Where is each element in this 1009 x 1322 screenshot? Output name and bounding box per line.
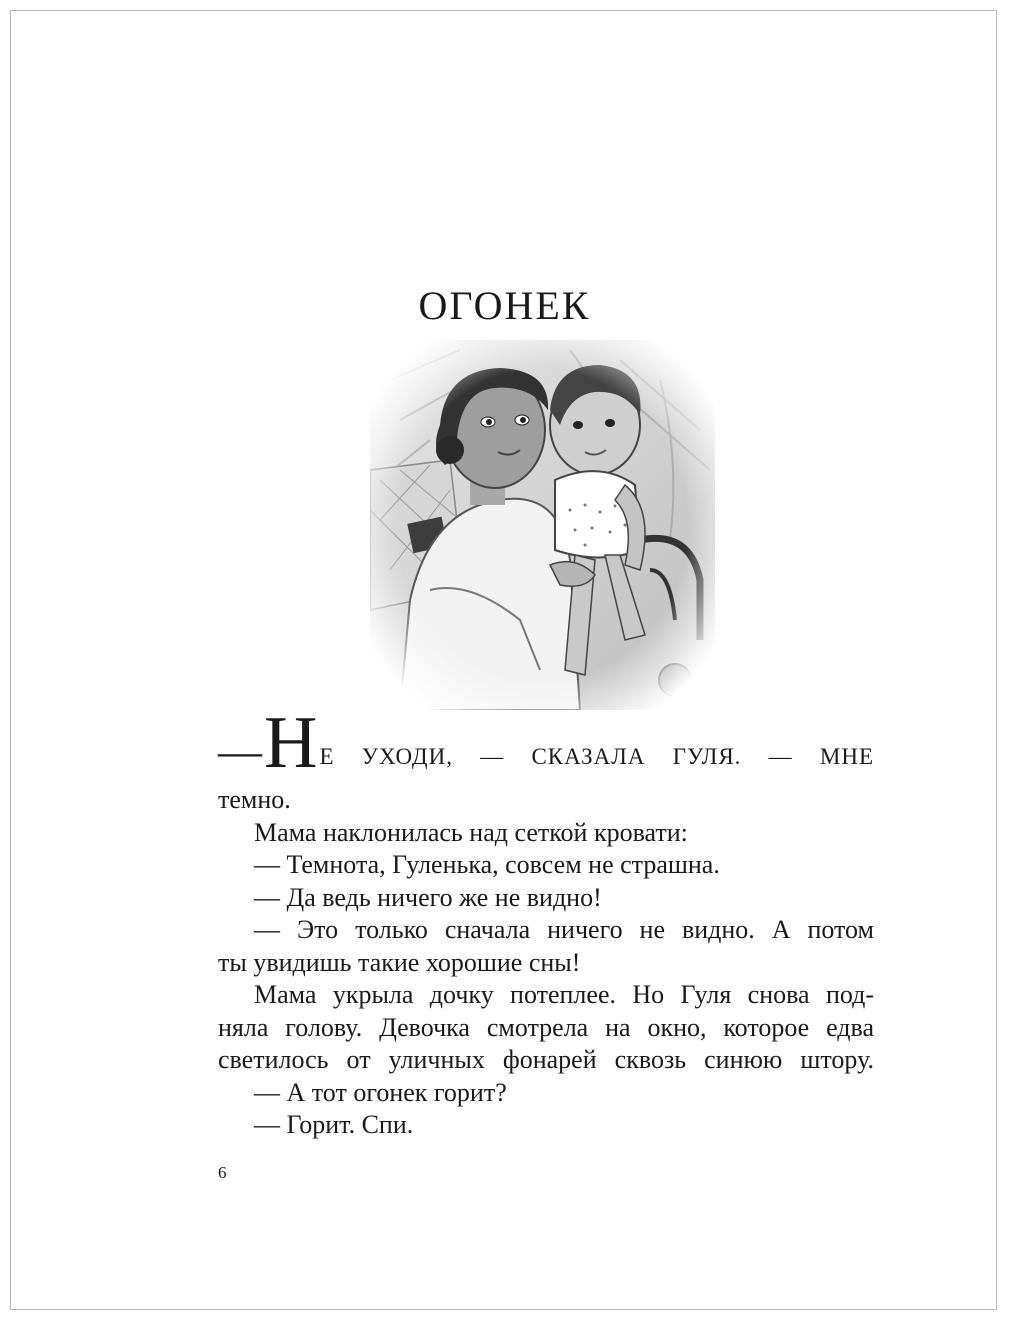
- text-line: — Да ведь ничего же не видно!: [254, 882, 602, 912]
- text-line: няла голову. Девочка смотрела на окно, которое едва: [218, 1012, 874, 1042]
- drop-cap: Н: [264, 702, 318, 784]
- paragraph-lines: [218, 784, 874, 1142]
- story-text: [218, 702, 874, 1142]
- text-line: ты увидишь такие хорошие сны!: [218, 947, 581, 977]
- opening-line: [218, 702, 874, 784]
- text-line: — А тот огонек горит?: [254, 1077, 507, 1107]
- page-number: 6: [218, 1163, 227, 1182]
- text-line: Мама укрыла дочку потеплее. Но Гуля снова под-: [254, 980, 874, 1009]
- text-line: — Темнота, Гуленька, совсем не страшна.: [254, 850, 720, 879]
- text-line: светилось от уличных фонарей сквозь синюю штору.: [218, 1045, 874, 1074]
- text-line: — Это только сначала ничего не видно. А потом: [254, 915, 874, 944]
- text-line: темно.: [218, 785, 291, 814]
- illustration-mother-and-child: [370, 340, 715, 710]
- opening-dash: —: [218, 727, 262, 776]
- text-line: — Горит. Спи.: [254, 1110, 414, 1139]
- text-line: Мама наклонилась над сеткой кровати:: [254, 817, 688, 847]
- opening-line-rest: Е УХОДИ, — СКАЗАЛА ГУЛЯ. — МНЕ: [319, 744, 874, 769]
- chapter-title: ОГОНЕК: [418, 283, 591, 328]
